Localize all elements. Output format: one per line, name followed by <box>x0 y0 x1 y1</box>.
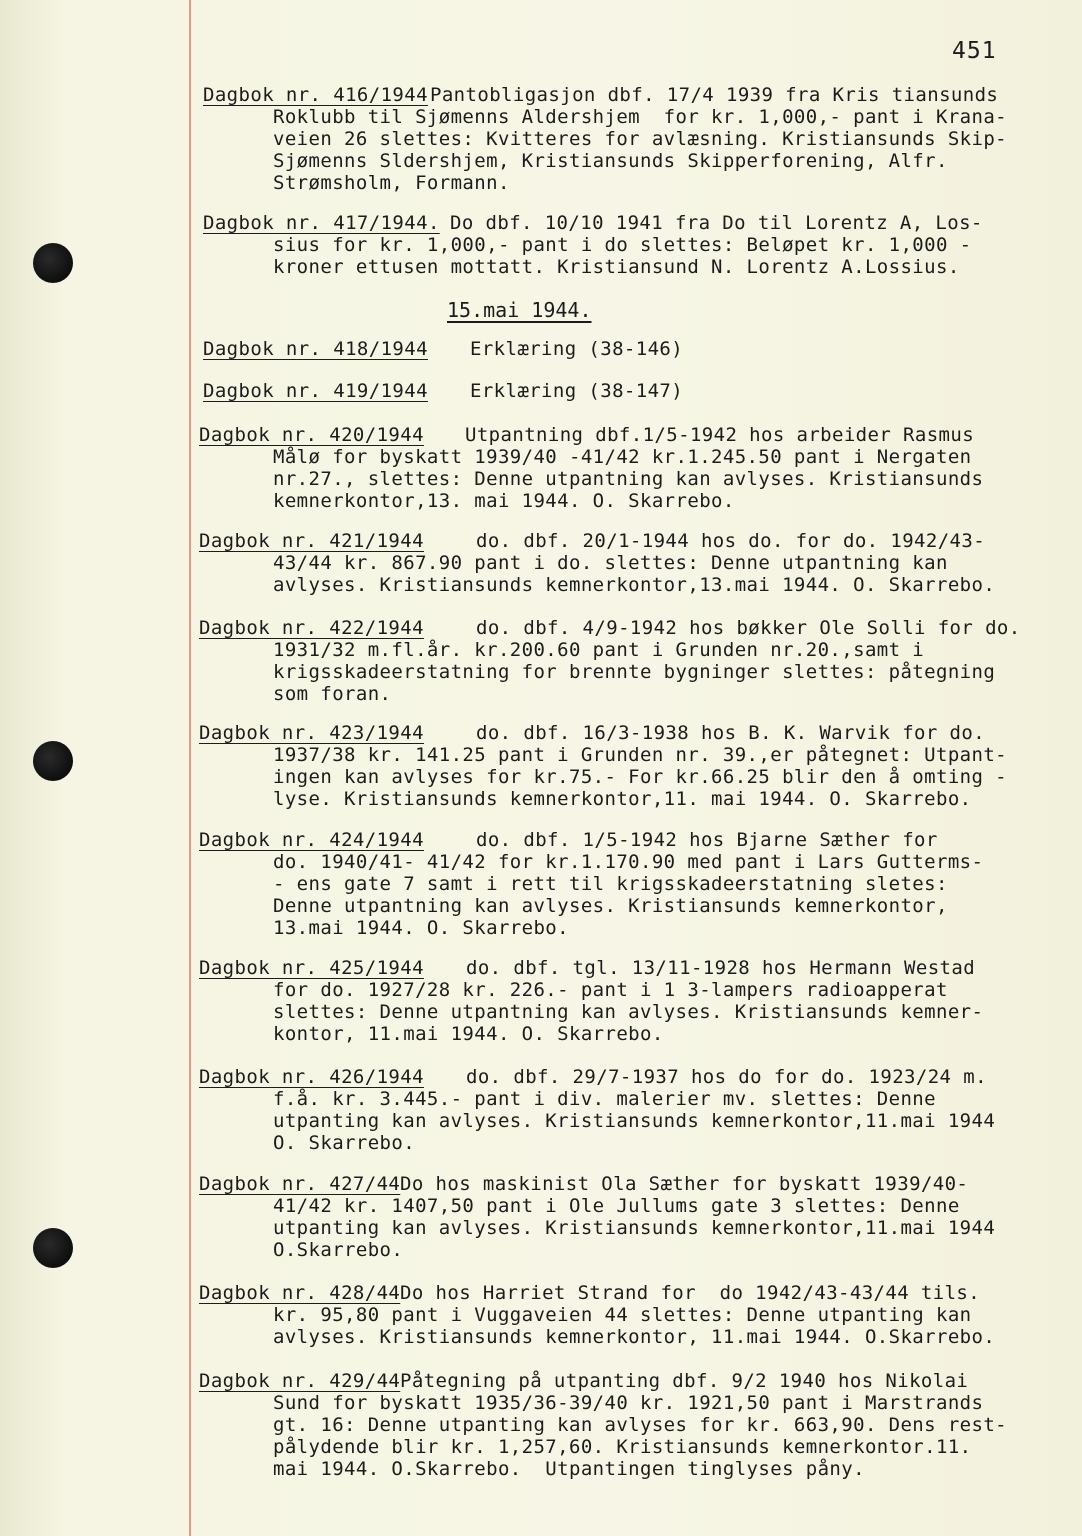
entry-reference: Dagbok nr. 428/44 <box>199 1282 401 1304</box>
entry-text-line: kontor, 11.mai 1944. O. Skarrebo. <box>273 1023 664 1045</box>
entry-first-line: Utpantning dbf.1/5-1942 hos arbeider Rasmus <box>465 424 975 446</box>
entry-reference: Dagbok nr. 424/1944 <box>199 829 424 851</box>
entry-text-line: 1937/38 kr. 141.25 pant i Grunden nr. 39.,er påtegnet: Utpant- <box>273 744 1008 766</box>
entry-text-line: pålydende blir kr. 1,257,60. Kristiansunds kemnerkontor.11. <box>273 1436 972 1458</box>
entry-text-line: som foran. <box>273 683 392 705</box>
entry-text-line: utpanting kan avlyses. Kristiansunds kemnerkontor,11.mai 1944 <box>273 1110 996 1132</box>
entry-text-line: avlyses. Kristiansunds kemnerkontor,13.mai 1944. O. Skarrebo. <box>273 574 996 596</box>
entry-text-line: nr.27., slettes: Denne utpantning kan avlyses. Kristiansunds <box>273 468 984 490</box>
entry-first-line: do. dbf. tgl. 13/11-1928 hos Hermann Westad <box>466 957 976 979</box>
entry-first-line: do. dbf. 16/3-1938 hos B. K. Warvik for do. <box>476 722 986 744</box>
entry-text-line: mai 1944. O.Skarrebo. Utpantingen tinglyses påny. <box>273 1458 865 1480</box>
entry-text-line: 43/44 kr. 867.90 pant i do. slettes: Denne utpantning kan <box>273 552 948 574</box>
entry-text-line: Strømsholm, Formann. <box>273 172 510 194</box>
entry-text-line: Sjømenns Sldershjem, Kristiansunds Skipperforening, Alfr. <box>273 150 948 172</box>
entry-first-line: do. dbf. 4/9-1942 hos bøkker Ole Solli for do. <box>476 617 1021 639</box>
entry-text-line: 41/42 kr. 1407,50 pant i Ole Jullums gate 3 slettes: Denne <box>273 1195 960 1217</box>
entry-first-line: Do hos maskinist Ola Sæther for byskatt 1939/40- <box>400 1173 969 1195</box>
entry-text-line: 13.mai 1944. O. Skarrebo. <box>273 917 569 939</box>
date-heading: 15.mai 1944. <box>447 298 592 322</box>
entry-first-line: do. dbf. 20/1-1944 hos do. for do. 1942/43- <box>476 530 986 552</box>
entry-text-line: slettes: Denne utpantning kan avlyses. Kristiansunds kemner- <box>273 1001 984 1023</box>
entry-reference: Dagbok nr. 417/1944. <box>203 212 440 234</box>
entry-text-line: utpanting kan avlyses. Kristiansunds kemnerkontor,11.mai 1944 <box>273 1217 996 1239</box>
binder-hole-icon <box>33 741 73 781</box>
binder-hole-icon <box>33 1228 73 1268</box>
entry-text-line: gt. 16: Denne utpanting kan avlyses for kr. 663,90. Dens rest- <box>273 1414 1008 1436</box>
entry-text-line: sius for kr. 1,000,- pant i do slettes: Beløpet kr. 1,000 - <box>273 234 972 256</box>
entry-reference: Dagbok nr. 419/1944 <box>203 380 428 402</box>
entry-text-line: O. Skarrebo. <box>273 1132 416 1154</box>
margin-rule <box>189 0 191 1536</box>
entry-first-line: Do hos Harriet Strand for do 1942/43-43/44 tils. <box>400 1282 981 1304</box>
entry-text-line: lyse. Kristiansunds kemnerkontor,11. mai 1944. O. Skarrebo. <box>273 788 972 810</box>
entry-text-line: ingen kan avlyses for kr.75.- For kr.66.25 blir den å omting - <box>273 766 1008 788</box>
entry-text-line: Roklubb til Sjømenns Aldershjem for kr. 1,000,- pant i Krana- <box>273 106 1008 128</box>
entry-text-line: for do. 1927/28 kr. 226.- pant i 1 3-lampers radioapperat <box>273 979 948 1001</box>
entry-text-line: avlyses. Kristiansunds kemnerkontor, 11.mai 1944. O.Skarrebo. <box>273 1326 996 1348</box>
binder-hole-icon <box>33 243 73 283</box>
page-number: 451 <box>952 38 997 64</box>
entry-reference: Dagbok nr. 421/1944 <box>199 530 424 552</box>
entry-first-line: do. dbf. 29/7-1937 hos do for do. 1923/24 m. <box>466 1066 987 1088</box>
entry-text-line: 1931/32 m.fl.år. kr.200.60 pant i Grunden nr.20.,samt i <box>273 639 925 661</box>
entry-first-line: Do dbf. 10/10 1941 fra Do til Lorentz A, Los- <box>450 212 983 234</box>
entry-first-line: Pantobligasjon dbf. 17/4 1939 fra Kris tiansunds <box>430 84 999 106</box>
entry-text-line: kroner ettusen mottatt. Kristiansund N. Lorentz A.Lossius. <box>273 256 960 278</box>
entry-text-line: Denne utpantning kan avlyses. Kristiansunds kemnerkontor, <box>273 895 948 917</box>
entry-first-line: Erklæring (38-146) <box>470 338 684 360</box>
entry-first-line: Erklæring (38-147) <box>470 380 684 402</box>
entry-text-line: kr. 95,80 pant i Vuggaveien 44 slettes: Denne utpanting kan <box>273 1304 972 1326</box>
entry-reference: Dagbok nr. 420/1944 <box>199 424 424 446</box>
entry-reference: Dagbok nr. 416/1944 <box>203 84 428 106</box>
entry-reference: Dagbok nr. 429/44 <box>199 1370 401 1392</box>
entry-first-line: Påtegning på utpanting dbf. 9/2 1940 hos Nikolai <box>400 1370 969 1392</box>
entry-text-line: kemnerkontor,13. mai 1944. O. Skarrebo. <box>273 490 735 512</box>
entry-reference: Dagbok nr. 423/1944 <box>199 722 424 744</box>
entry-reference: Dagbok nr. 426/1944 <box>199 1066 424 1088</box>
entry-text-line: - ens gate 7 samt i rett til krigsskadeerstatning sletes: <box>273 873 948 895</box>
entry-first-line: do. dbf. 1/5-1942 hos Bjarne Sæther for <box>476 829 938 851</box>
entry-text-line: f.å. kr. 3.445.- pant i div. malerier mv. slettes: Denne <box>273 1088 936 1110</box>
entry-text-line: do. 1940/41- 41/42 for kr.1.170.90 med pant i Lars Gutterms- <box>273 851 984 873</box>
entry-reference: Dagbok nr. 427/44 <box>199 1173 401 1195</box>
entry-reference: Dagbok nr. 425/1944 <box>199 957 424 979</box>
entry-reference: Dagbok nr. 422/1944 <box>199 617 424 639</box>
entry-text-line: Sund for byskatt 1935/36-39/40 kr. 1921,50 pant i Marstrands <box>273 1392 984 1414</box>
entry-text-line: O.Skarrebo. <box>273 1239 404 1261</box>
entry-text-line: krigsskadeerstatning for brennte bygninger slettes: påtegning <box>273 661 996 683</box>
entry-reference: Dagbok nr. 418/1944 <box>203 338 428 360</box>
entry-text-line: veien 26 slettes: Kvitteres for avlæsning. Kristiansunds Skip- <box>273 128 1008 150</box>
entry-text-line: Målø for byskatt 1939/40 -41/42 kr.1.245.50 pant i Nergaten <box>273 446 972 468</box>
